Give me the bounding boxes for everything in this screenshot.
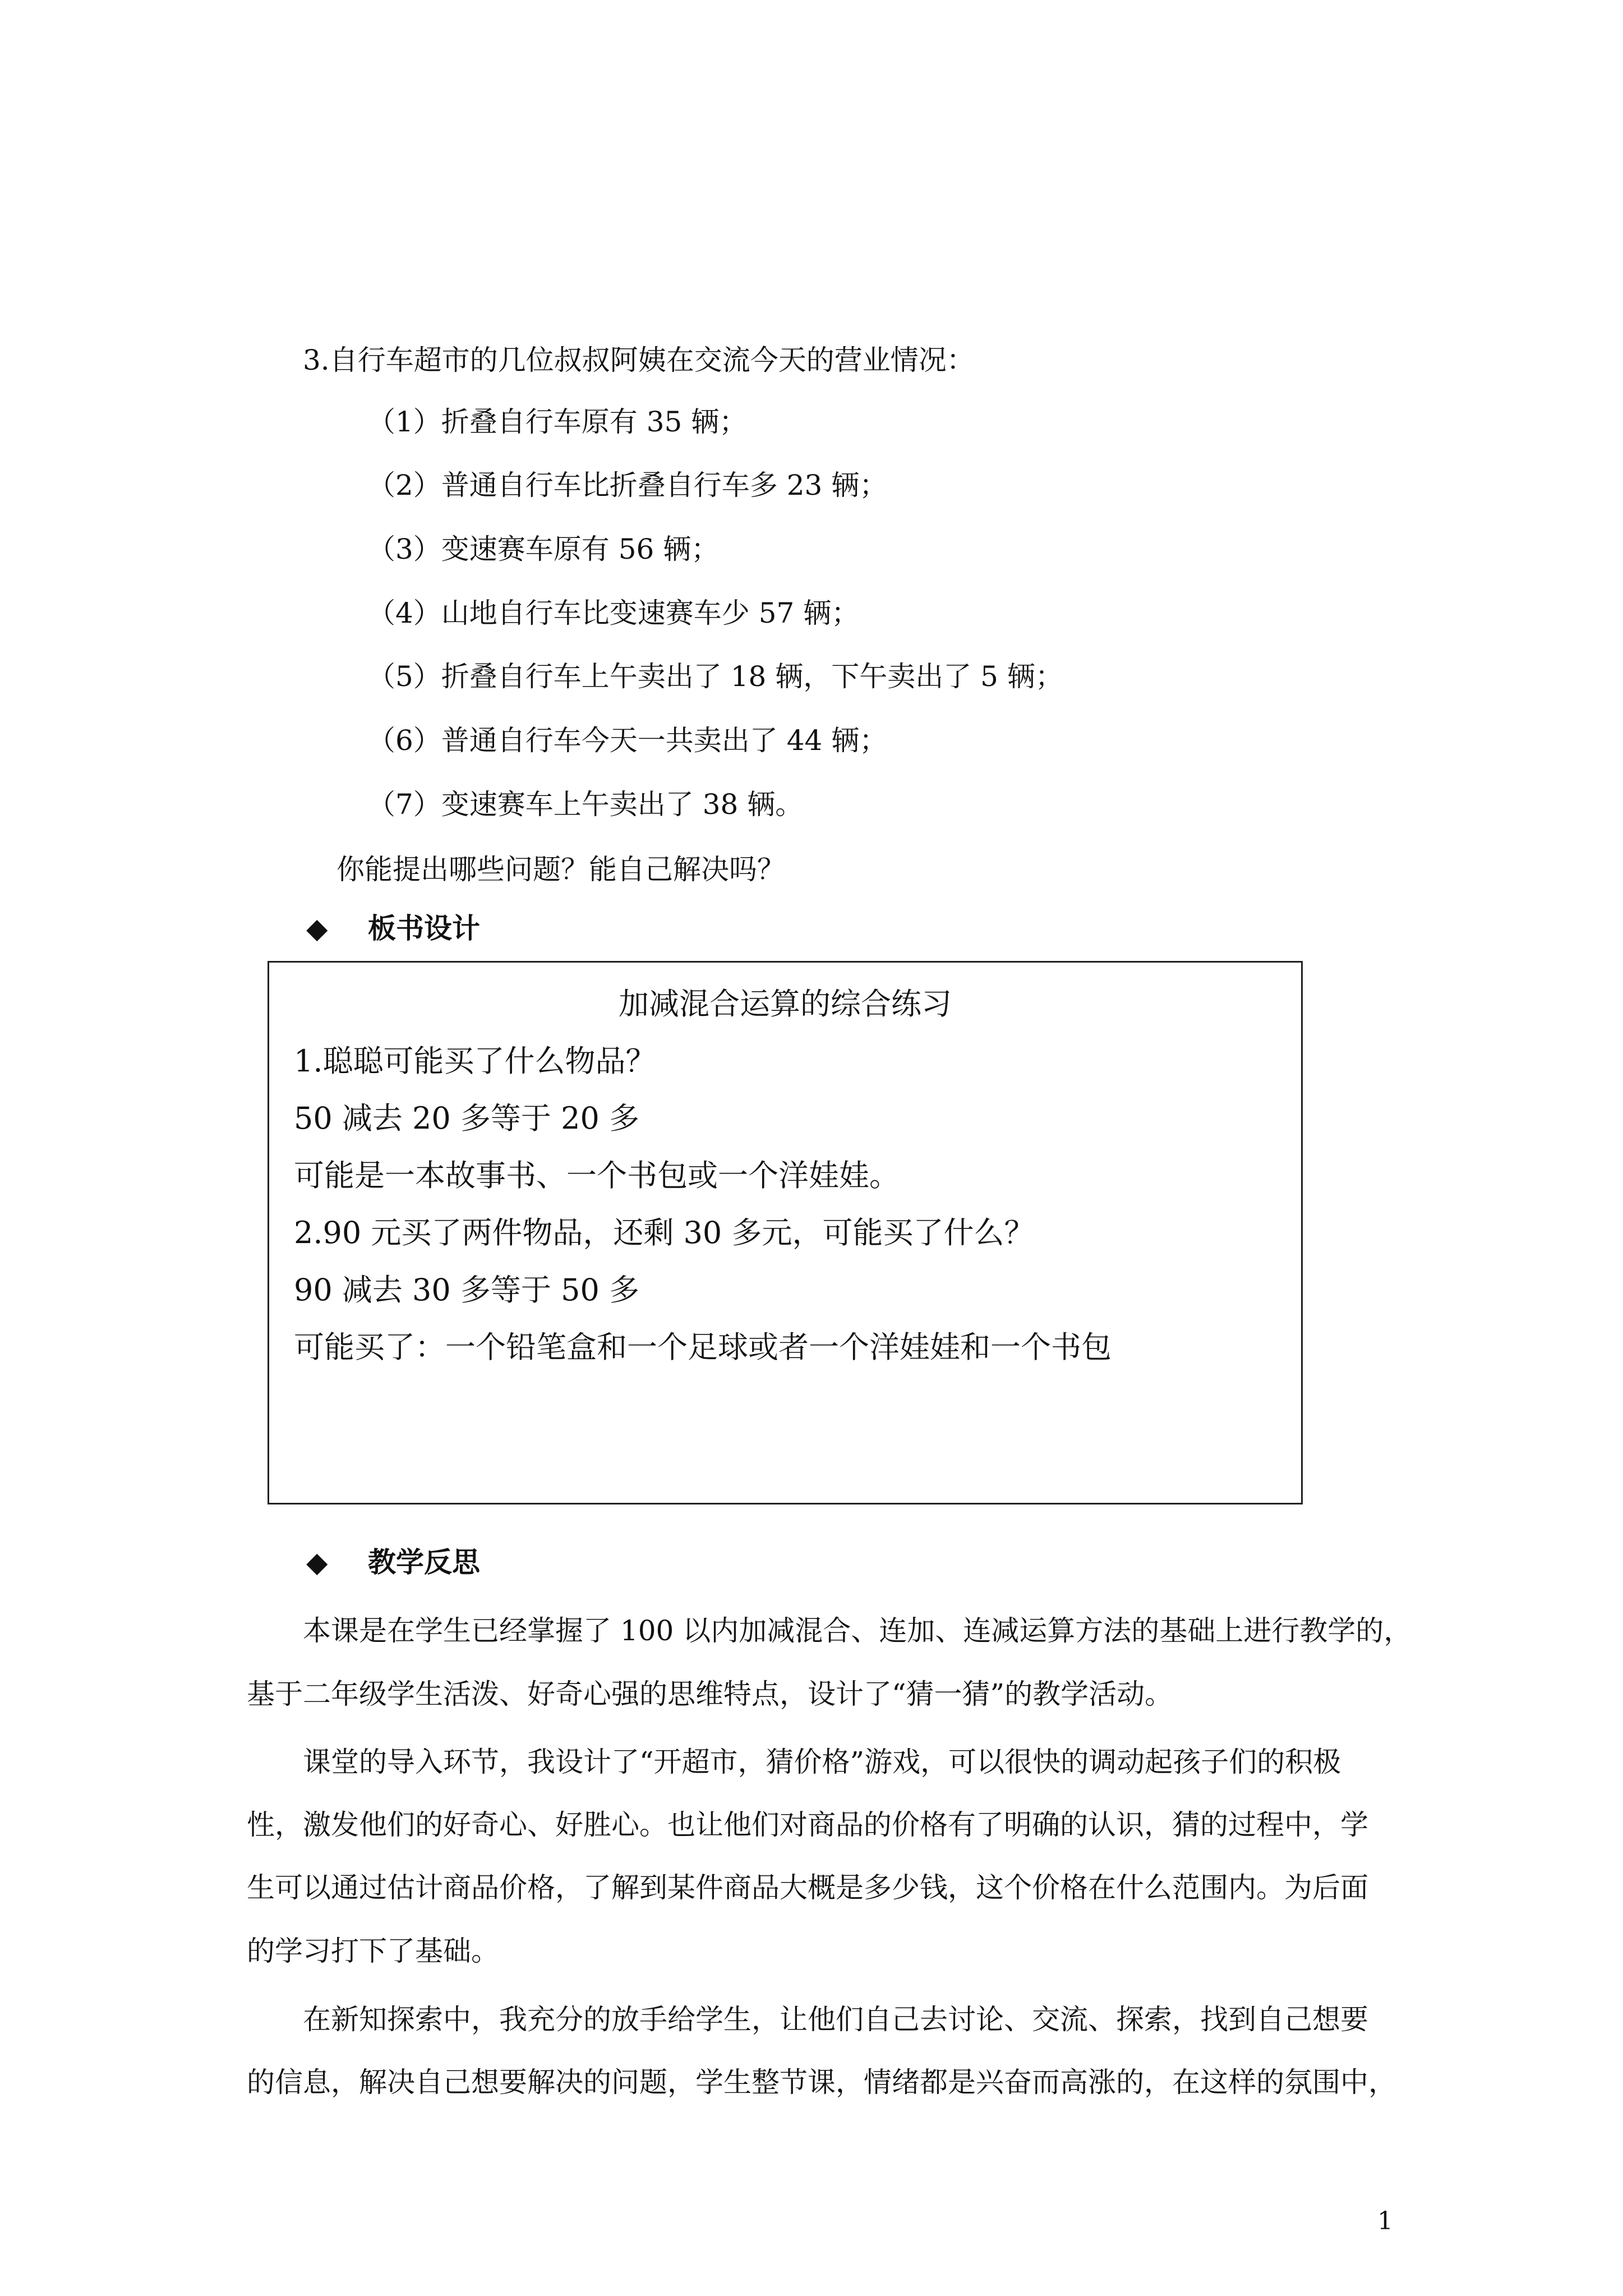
problem-3-intro: 3.自行车超市的几位叔叔阿姨在交流今天的营业情况： — [303, 344, 975, 376]
teaching-reflection-heading-text: 教学反思 — [368, 1545, 480, 1579]
reflection-line: 生可以通过估计商品价格，了解到某件商品大概是多少钱，这个价格在什么范围内。为后面 — [247, 1871, 1368, 1904]
reflection-line: 本课是在学生已经掌握了 100 以内加减混合、连加、连减运算方法的基础上进行教学的， — [303, 1614, 1412, 1647]
problem-3-item: （2）普通自行车比折叠自行车多 23 辆； — [367, 469, 888, 501]
reflection-line: 性，激发他们的好奇心、好胜心。也让他们对商品的价格有了明确的认识，猜的过程中，学 — [247, 1809, 1368, 1841]
board-line: 50 减去 20 多等于 20 多 — [294, 1101, 639, 1136]
diamond-bullet-icon: ◆ — [306, 912, 328, 945]
board-title: 加减混合运算的综合练习 — [619, 986, 952, 1022]
diamond-bullet-icon: ◆ — [306, 1545, 328, 1579]
problem-3-question: 你能提出哪些问题？能自己解决吗？ — [336, 853, 785, 886]
reflection-line: 基于二年级学生活泼、好奇心强的思维特点，设计了“猜一猜”的教学活动。 — [247, 1678, 1173, 1710]
reflection-line: 在新知探索中，我充分的放手给学生，让他们自己去讨论、交流、探索，找到自己想要 — [303, 2003, 1368, 2036]
problem-3-item: （7）变速赛车上午卖出了 38 辆。 — [367, 788, 804, 821]
problem-3-item: （5）折叠自行车上午卖出了 18 辆，下午卖出了 5 辆； — [367, 660, 1063, 693]
board-line: 2.90 元买了两件物品，还剩 30 多元，可能买了什么？ — [294, 1215, 1035, 1250]
teaching-reflection-heading — [306, 1543, 480, 1582]
problem-3-item: （1）折叠自行车原有 35 辆； — [367, 406, 748, 438]
board-line: 可能是一本故事书、一个书包或一个洋娃娃。 — [294, 1158, 900, 1193]
reflection-line: 课堂的导入环节，我设计了“开超市，猜价格”游戏，可以很快的调动起孩子们的积极 — [303, 1746, 1341, 1778]
board-design-heading — [306, 909, 480, 948]
problem-3-item: （3）变速赛车原有 56 辆； — [367, 533, 720, 565]
board-line: 可能买了：一个铅笔盒和一个足球或者一个洋娃娃和一个书包 — [294, 1329, 1112, 1365]
board-line: 1.聪聪可能买了什么物品？ — [294, 1043, 656, 1079]
board-design-box — [268, 961, 1303, 1504]
problem-3-item: （4）山地自行车比变速赛车少 57 辆； — [367, 597, 860, 629]
problem-3-item: （6）普通自行车今天一共卖出了 44 辆； — [367, 724, 888, 757]
reflection-line: 的学习打下了基础。 — [247, 1935, 499, 1967]
reflection-line: 的信息，解决自己想要解决的问题，学生整节课，情绪都是兴奋而高涨的，在这样的氛围中， — [247, 2066, 1396, 2099]
board-line: 90 减去 30 多等于 50 多 — [294, 1272, 639, 1308]
page-number: 1 — [1377, 2207, 1393, 2235]
board-design-heading-text: 板书设计 — [368, 912, 480, 945]
